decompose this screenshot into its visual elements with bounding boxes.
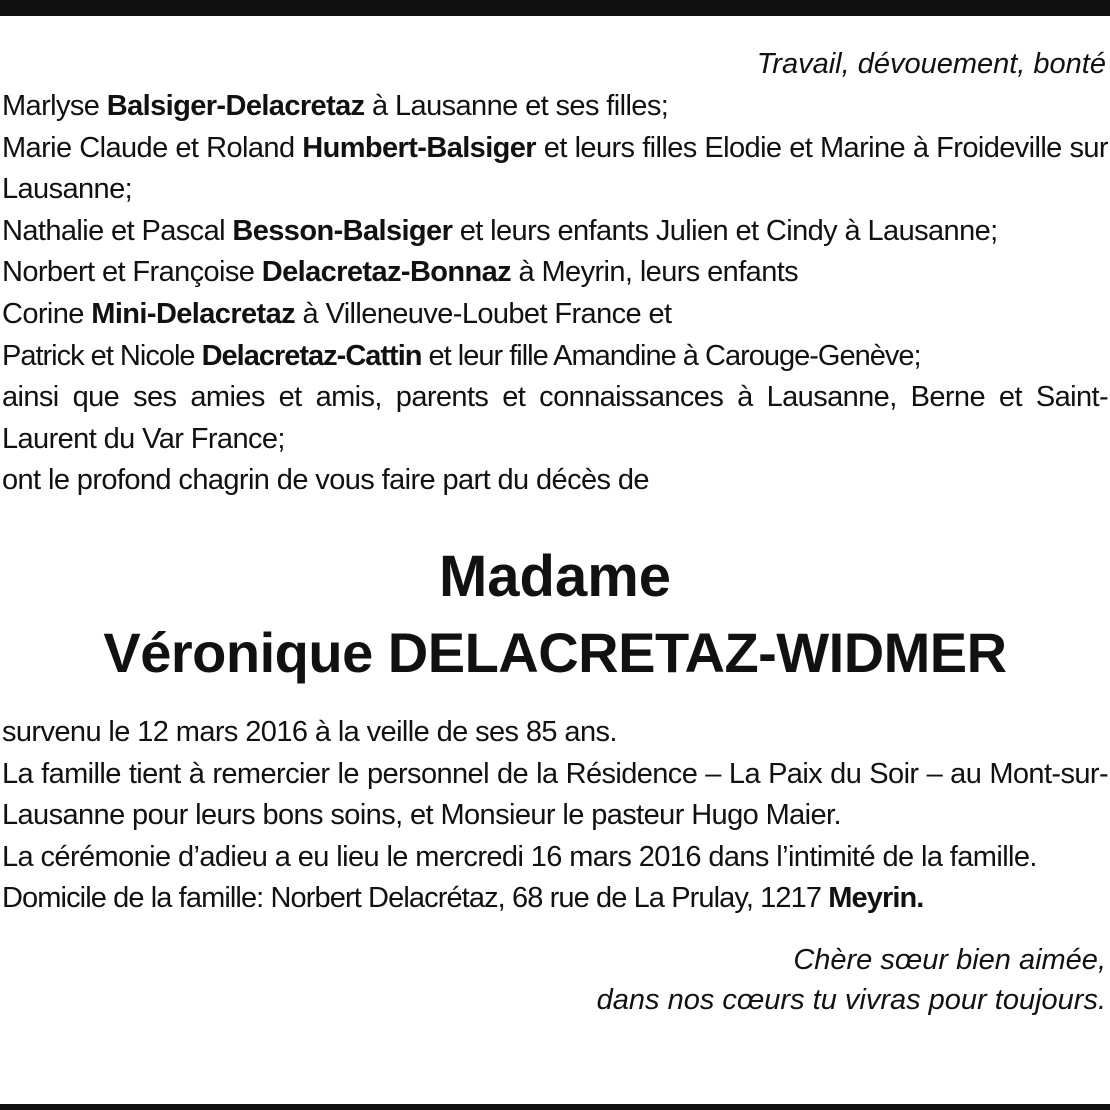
intro-line: ont le profond chagrin de vous faire part du décès de <box>2 464 649 497</box>
closing-line-2: dans nos cœurs tu vivras pour toujours. <box>596 983 1106 1016</box>
family-name: Humbert-Balsiger <box>302 131 536 164</box>
domicile-city: Meyrin. <box>828 882 924 915</box>
mourner-line: Corine Mini-Delacretaz à Villeneuve-Loubet France et <box>2 297 672 330</box>
family-name: Delacretaz-Cattin <box>201 339 422 372</box>
family-name: Mini-Delacretaz <box>91 297 296 330</box>
death-date-line: survenu le 12 mars 2016 à la veille de ses 85 ans. <box>2 715 617 748</box>
deceased-name: Véronique DELACRETAZ-WIDMER <box>103 620 1007 684</box>
obituary-notice <box>2 44 1108 1020</box>
mourner-line: Marlyse Balsiger-Delacretaz à Lausanne et ses filles; <box>2 90 669 122</box>
mourner-line: Norbert et Françoise Delacretaz-Bonnaz à Meyrin, leurs enfants <box>2 256 799 289</box>
mourner-line: Marie Claude et Roland Humbert-Balsiger et leurs filles Elodie et Marine à Froideville sur Lausanne; <box>2 131 1108 206</box>
details <box>2 712 1108 920</box>
mourners-list <box>2 86 1108 502</box>
domicile-line: Domicile de la famille: Norbert Delacrétaz, 68 rue de La Prulay, 1217 Meyrin. <box>2 882 924 915</box>
bottom-rule <box>0 1104 1110 1110</box>
top-rule <box>0 0 1110 16</box>
closing-verse <box>2 940 1108 1020</box>
family-name: Besson-Balsiger <box>232 214 453 247</box>
family-name: Delacretaz-Bonnaz <box>261 256 512 289</box>
family-name: Balsiger-Delacretaz <box>106 90 365 122</box>
mourner-line: Nathalie et Pascal Besson-Balsiger et leurs enfants Julien et Cindy à Lausanne; <box>2 214 998 247</box>
closing-line-1: Chère sœur bien aimée, <box>793 943 1106 976</box>
deceased-heading <box>2 540 1108 692</box>
friends-line: ainsi que ses amies et amis, parents et connaissances à Lausanne, Berne et Saint-Laurent du Var France; <box>2 381 1108 455</box>
mourner-line: Patrick et Nicole Delacretaz-Cattin et leur fille Amandine à Carouge-Genève; <box>2 339 921 372</box>
ceremony-line: La cérémonie d’adieu a eu lieu le mercredi 16 mars 2016 dans l’intimité de la famille. <box>2 840 1037 873</box>
deceased-honorific: Madame <box>438 543 672 609</box>
thanks-line: La famille tient à remercier le personnel de la Résidence – La Paix du Soir – au Mont-sur-Lausanne pour leurs bons soins, et Monsieur le pasteur Hugo Maier. <box>2 757 1108 832</box>
motto: Travail, dévouement, bonté <box>756 48 1106 80</box>
